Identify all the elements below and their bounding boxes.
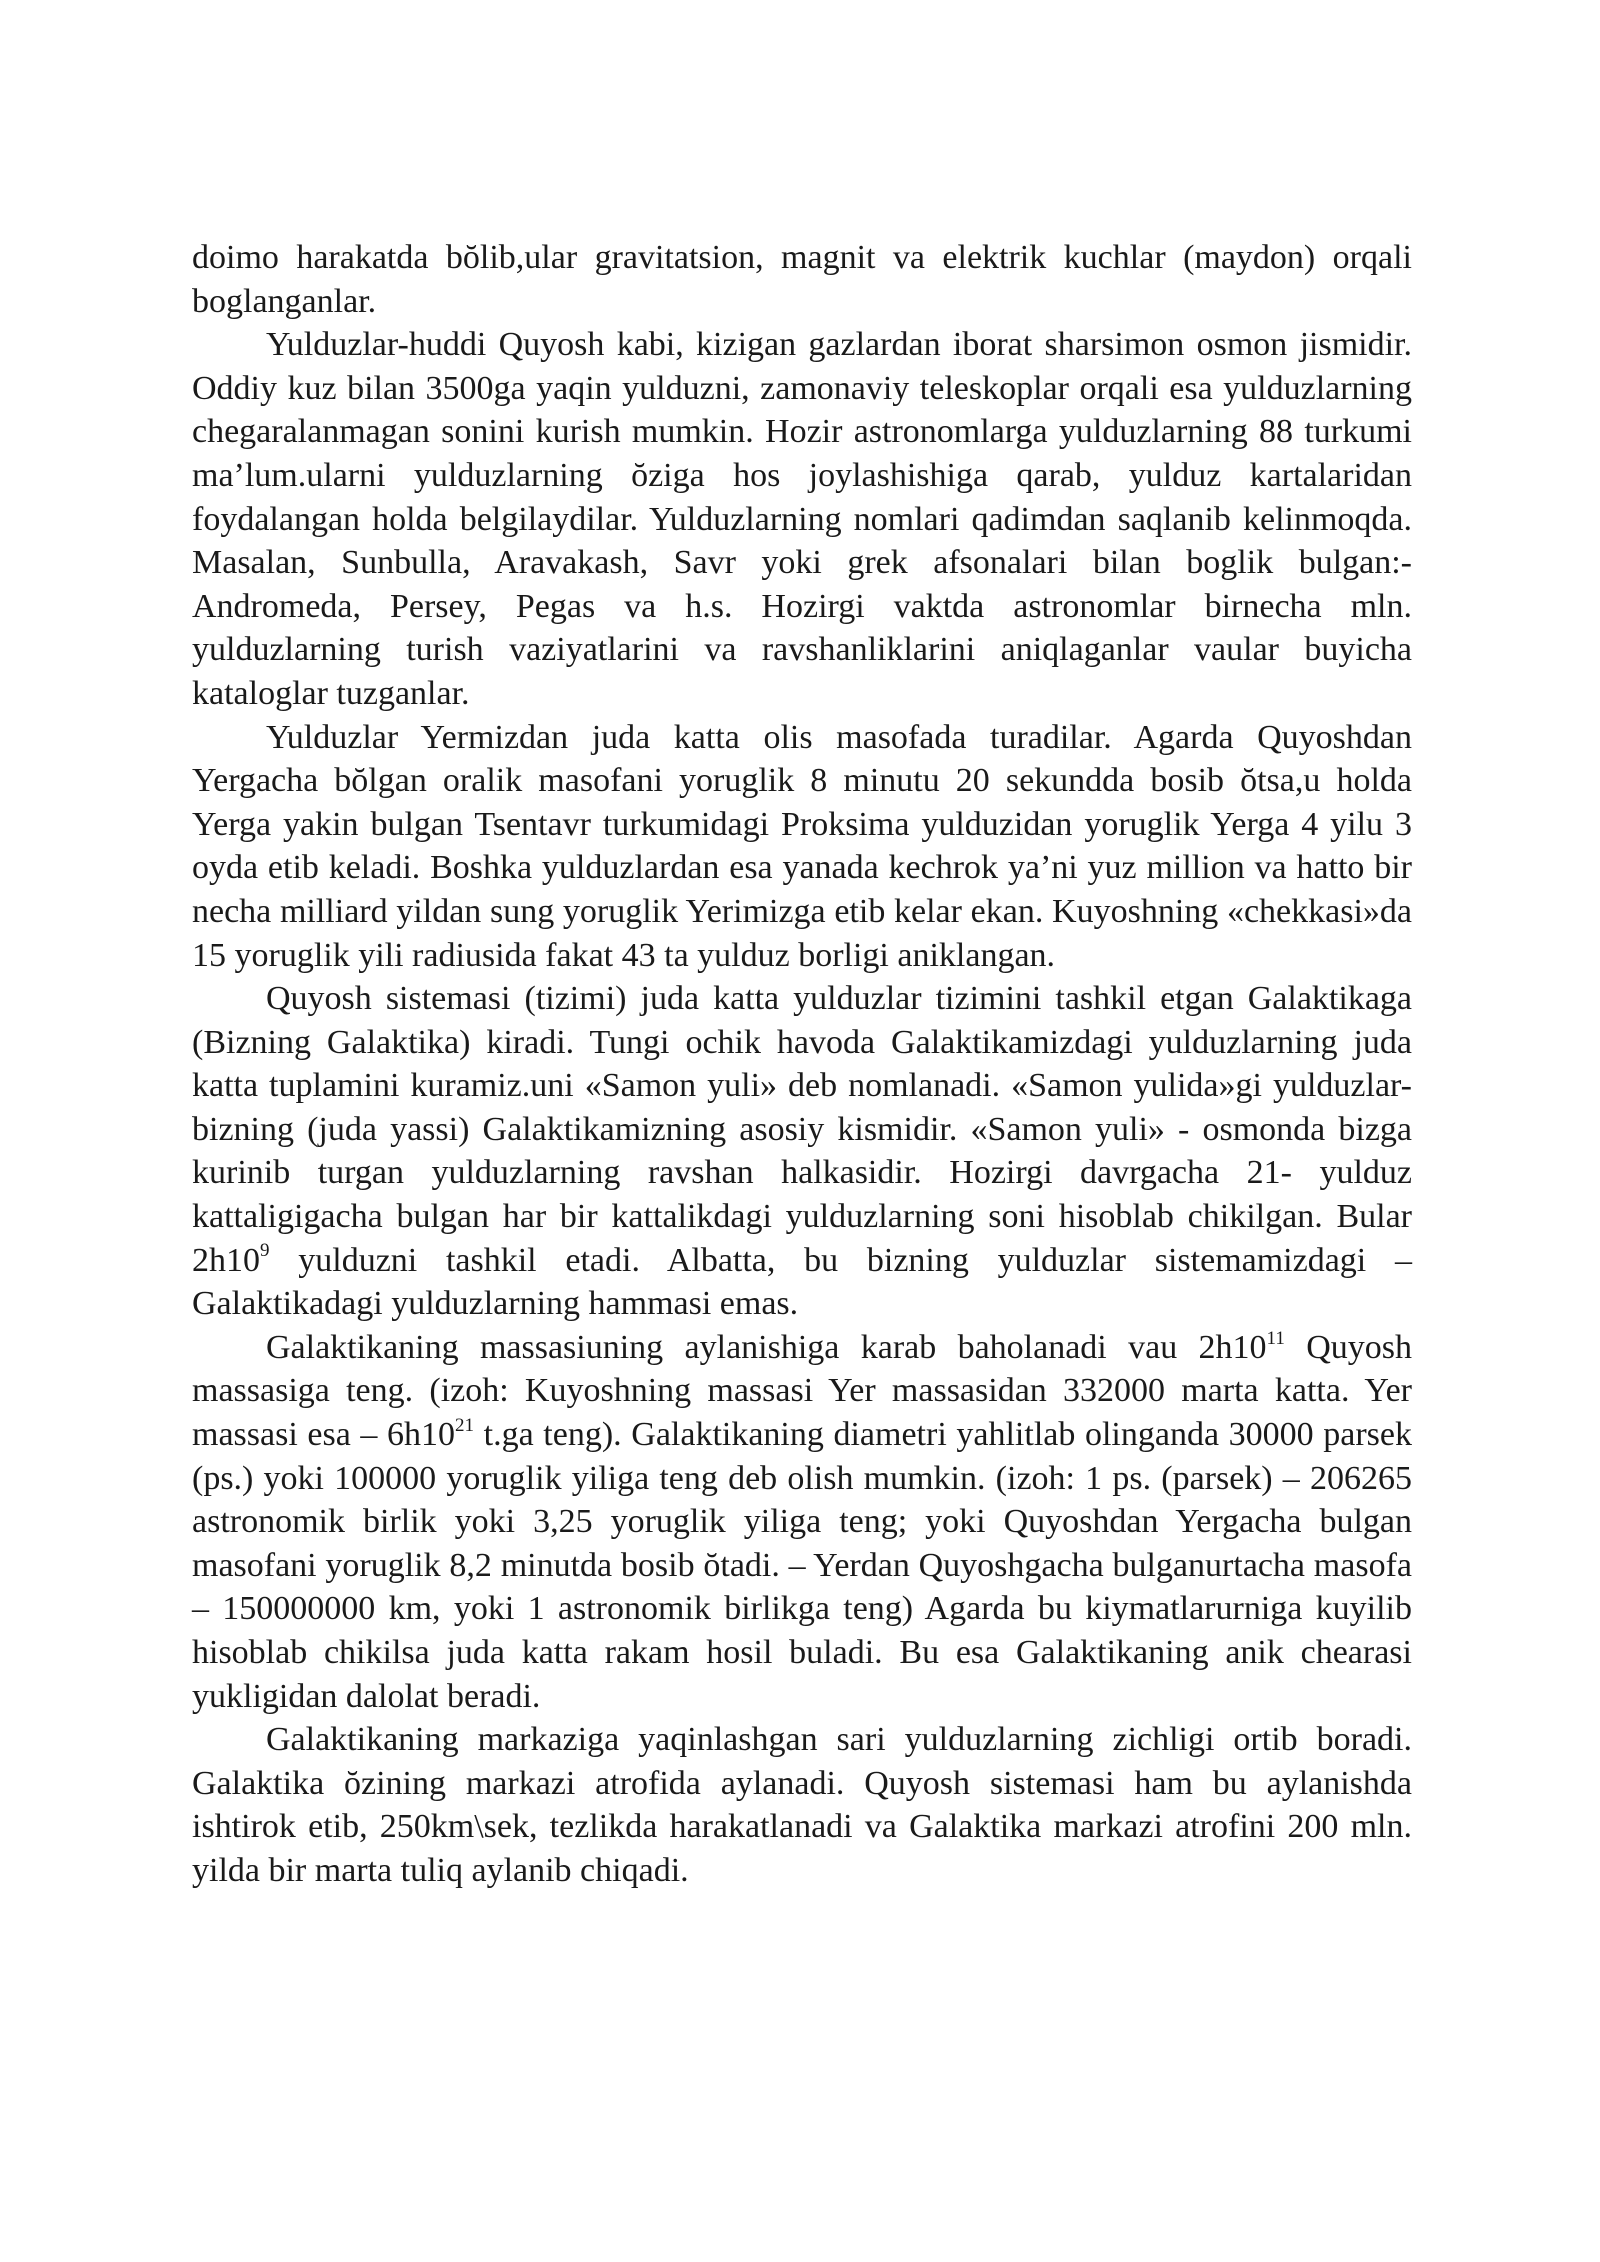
paragraph-text-segment: yulduzni tashkil etadi. Albatta, bu bizning yulduzlar sistemamizdagi – Galaktikadagi yulduzlarning hammasi emas. [192, 1241, 1412, 1323]
document-page [192, 236, 1412, 1893]
paragraph-distance: Yulduzlar Yermizdan juda katta olis masofada turadilar. Agarda Quyoshdan Yergacha bŏlgan oralik masofani yoruglik 8 minutu 20 sekundda bosib ŏtsa,u holda Yerga yakin bulgan Tsentavr turkumidagi Proksima yulduzidan yoruglik Yerga 4 yilu 3 oyda etib keladi. Boshka yulduzlardan esa yanada kechrok ya’ni yuz million va hatto bir necha milliard yildan sung yoruglik Yerimizga etib kelar ekan. Kuyoshning «chekkasi»da 15 yoruglik yili radiusida fakat 43 ta yulduz borligi aniklangan. [192, 718, 1412, 974]
paragraph-solar-system [192, 977, 1412, 1326]
exponent: 11 [1266, 1327, 1285, 1349]
paragraph-text-segment: t.ga teng). Galaktikaning diametri yahlitlab olinganda 30000 parsek (ps.) yoki 100000 yoruglik yiliga teng deb olish mumkin. (izoh: 1 ps. (parsek) – 206265 astronomik birlik yoki 3,25 yoruglik yiliga teng; yoki Quyoshdan Yergacha bulgan masofani yoruglik 8,2 minutda bosib ŏtadi. – Yerdan Quyoshgacha bulganurtacha masofa – 150000000 km, yoki 1 astronomik birlikga teng) Agarda bu kiymatlarurniga kuyilib hisoblab chikilsa juda katta rakam hosil buladi. Bu esa Galaktikaning anik chearasi yukligidan dalolat beradi. [192, 1416, 1413, 1715]
paragraph-continuation: doimo harakatda bŏlib,ular gravitatsion, magnit va elektrik kuchlar (maydon) orqali boglanganlar. [192, 239, 1412, 320]
paragraph-text-segment: Galaktikaning massasiuning aylanishiga karab baholanadi vau 2h10 [266, 1328, 1267, 1366]
exponent: 9 [260, 1240, 270, 1262]
paragraph-galaxy-center: Galaktikaning markaziga yaqinlashgan sari yulduzlarning zichligi ortib boradi. Galaktika ŏzining markazi atrofida aylanadi. Quyosh sistemasi ham bu aylanishda ishtirok etib, 250km\sek, tezlikda harakatlanadi va Galaktika markazi atrofini 200 mln. yilda bir marta tuliq aylanib chiqadi. [192, 1721, 1412, 1889]
paragraph-stars: Yulduzlar-huddi Quyosh kabi, kizigan gazlardan iborat sharsimon osmon jismidir. Oddiy kuz bilan 3500ga yaqin yulduzni, zamonaviy teleskoplar orqali esa yulduzlarning chegaralanmagan sonini kurish mumkin. Hozir astronomlarga yulduzlarning 88 turkumi ma’lum.ularni yulduzlarning ŏziga hos joylashishiga qarab, yulduz kartalaridan foydalangan holda belgilaydilar. Yulduzlarning nomlari qadimdan saqlanib kelinmoqda. Masalan, Sunbulla, Aravakash, Savr yoki grek afsonalari bilan boglik bulgan:- Andromeda, Persey, Pegas va h.s. Hozirgi vaktda astronomlar birnecha mln. yulduzlarning turish vaziyatlarini va ravshanliklarini aniqlaganlar vaular buyicha kataloglar tuzganlar. [192, 326, 1412, 712]
paragraph-galaxy-mass [192, 1326, 1412, 1718]
paragraph-text-segment: Quyosh sistemasi (tizimi) juda katta yulduzlar tizimini tashkil etgan Galaktikaga (Bizning Galaktika) kiradi. Tungi ochik havoda Galaktikamizdagi yulduzlarning juda katta tuplamini kuramiz.uni «Samon yuli» deb nomlanadi. «Samon yulida»gi yulduzlar-bizning (juda yassi) Galaktikamizning asosiy kismidir. «Samon yuli» - osmonda bizga kurinib turgan yulduzlarning ravshan halkasidir. Hozirgi davrgacha 21- yulduz kattaligigacha bulgan har bir kattalikdagi yulduzlarning soni hisoblab chikilgan. Bular 2h10 [192, 980, 1412, 1279]
exponent: 21 [455, 1414, 475, 1436]
paragraph-text-segment: Quyosh massasiga teng. (izoh: Kuyoshning massasi Yer massasidan 332000 marta katta. Yer massasi esa – 6h10 [192, 1328, 1412, 1454]
